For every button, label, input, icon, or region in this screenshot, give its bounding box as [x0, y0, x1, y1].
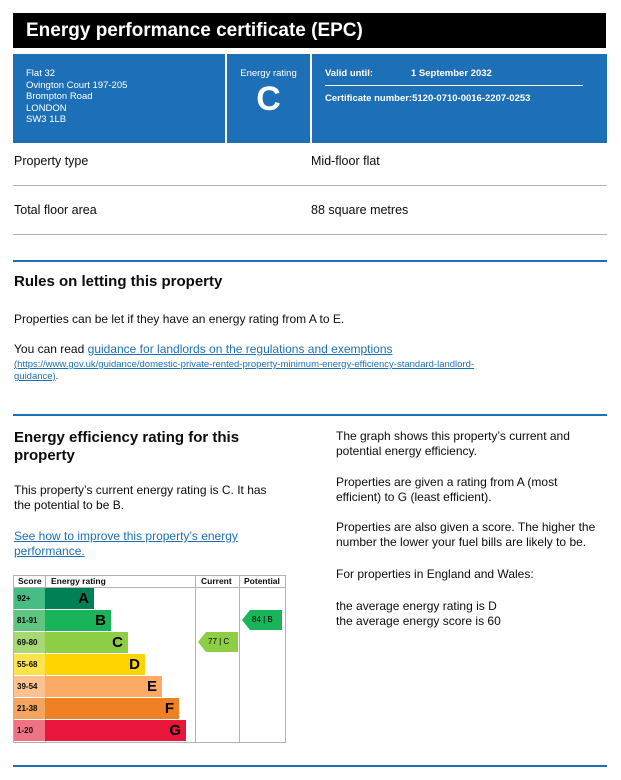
landlord-guidance-link[interactable]: guidance for landlords on the regulations and exemptions	[87, 342, 393, 356]
address-line: Ovington Court 197-205	[26, 79, 128, 91]
band-score-range: 81-91	[14, 610, 45, 631]
potential-rating-arrow-label: 84 | B	[252, 615, 273, 624]
certificate-number-label: Certificate number:	[325, 93, 413, 104]
band-score-range: 39-54	[14, 676, 45, 697]
band-score-range: 1-20	[14, 720, 45, 741]
floor-area-label: Total floor area	[14, 203, 97, 217]
band-bar	[45, 588, 94, 609]
letting-guidance	[14, 342, 604, 357]
band-letter: B	[95, 612, 106, 629]
current-rating-arrow-label: 77 | C	[208, 637, 230, 646]
section-divider	[13, 765, 607, 767]
letting-heading: Rules on letting this property	[14, 273, 223, 290]
region-note: For properties in England and Wales:	[336, 567, 534, 581]
current-header: Current	[201, 576, 232, 586]
valid-until-label: Valid until:	[325, 68, 374, 79]
band-bar	[45, 698, 179, 719]
section-divider	[13, 260, 607, 262]
grid-line	[195, 576, 196, 742]
explanation-line: number the lower your fuel bills are likely to be.	[336, 534, 587, 549]
efficiency-heading-line: Energy efficiency rating for this	[14, 429, 240, 446]
average-rating: the average energy rating is D	[336, 599, 497, 613]
band-score-range: 92+	[14, 588, 45, 609]
energy-rating-label: Energy rating	[240, 68, 297, 79]
band-letter: A	[78, 590, 89, 607]
current-rating-line: the potential to be B.	[14, 497, 125, 512]
current-rating-text	[14, 483, 267, 512]
floor-area-value: 88 square metres	[311, 203, 409, 217]
improve-performance-link-cont[interactable]: performance.	[14, 543, 85, 558]
band-e	[14, 676, 162, 697]
energy-rating-letter: C	[256, 80, 281, 118]
band-f	[14, 698, 179, 719]
valid-until-value: 1 September 2032	[411, 68, 492, 79]
band-bar	[45, 654, 145, 675]
address	[13, 54, 225, 143]
band-bar	[45, 720, 186, 741]
band-c	[14, 632, 128, 653]
band-score-range: 21-38	[14, 698, 45, 719]
band-score-range: 55-68	[14, 654, 45, 675]
band-a	[14, 588, 94, 609]
property-type-row	[13, 137, 607, 186]
letting-rule-text: Properties can be let if they have an energy rating from A to E.	[14, 312, 345, 326]
energy-rating-chart	[13, 575, 286, 743]
section-divider	[13, 414, 607, 416]
efficiency-heading	[14, 429, 239, 465]
address-line: Brompton Road	[26, 91, 93, 102]
certificate-meta	[312, 54, 607, 143]
address-line: LONDON	[26, 102, 67, 114]
property-type-value: Mid-floor flat	[311, 154, 380, 168]
band-bar	[45, 610, 111, 631]
certificate-number	[325, 93, 587, 104]
band-letter: G	[169, 722, 181, 739]
floor-area-row	[13, 186, 607, 235]
efficiency-heading-line: property	[14, 447, 75, 464]
certificate-summary	[13, 54, 607, 143]
band-letter: D	[129, 656, 140, 673]
band-letter: F	[164, 700, 174, 717]
guidance-url-link[interactable]: (https://www.gov.uk/guidance/domestic-private-rented-property-minimum-energy-efficiency-standard-landlord-	[14, 359, 475, 370]
band-d	[14, 654, 145, 675]
graph-explanation	[336, 429, 570, 458]
divider	[325, 85, 583, 86]
guidance-url	[14, 359, 604, 383]
guidance-url-link-cont[interactable]: guidance)	[14, 371, 56, 382]
property-type-label: Property type	[14, 154, 89, 168]
address-line: Flat 32	[26, 68, 56, 79]
band-bar	[45, 676, 162, 697]
explanation-line: potential energy efficiency.	[336, 443, 477, 458]
band-g	[14, 720, 186, 741]
energy-rating	[227, 54, 310, 143]
band-bar	[45, 632, 128, 653]
current-rating-arrow	[198, 632, 238, 652]
average-score: the average energy score is 60	[336, 613, 501, 628]
band-score-range: 69-80	[14, 632, 45, 653]
improve-link-block	[14, 529, 238, 558]
score-explanation	[336, 520, 595, 549]
rating-explanation	[336, 475, 557, 504]
valid-until	[325, 68, 587, 79]
explanation-line: The graph shows this property’s current and	[336, 429, 570, 443]
address-line: SW3 1LB	[26, 114, 67, 125]
score-header: Score	[18, 576, 42, 586]
certificate-number-value: 5120-0710-0016-2207-0253	[412, 93, 531, 104]
guidance-prefix: You can read	[14, 342, 85, 356]
potential-header: Potential	[244, 576, 280, 586]
band-b	[14, 610, 111, 631]
average-stats	[336, 599, 501, 628]
improve-performance-link[interactable]: See how to improve this property’s energy	[14, 529, 238, 543]
explanation-line: efficient) to G (least efficient).	[336, 489, 492, 504]
explanation-line: Properties are also given a score. The higher the	[336, 520, 596, 534]
current-rating-line: This property’s current energy rating is C. It has	[14, 483, 267, 497]
grid-line	[239, 576, 240, 742]
explanation-line: Properties are given a rating from A (most	[336, 475, 558, 489]
band-letter: E	[146, 678, 157, 695]
page-title: Energy performance certificate (EPC)	[13, 13, 606, 48]
guidance-url-suffix: .	[55, 371, 59, 382]
potential-rating-arrow	[242, 610, 282, 630]
band-letter: C	[112, 634, 123, 651]
rating-header: Energy rating	[51, 576, 106, 586]
